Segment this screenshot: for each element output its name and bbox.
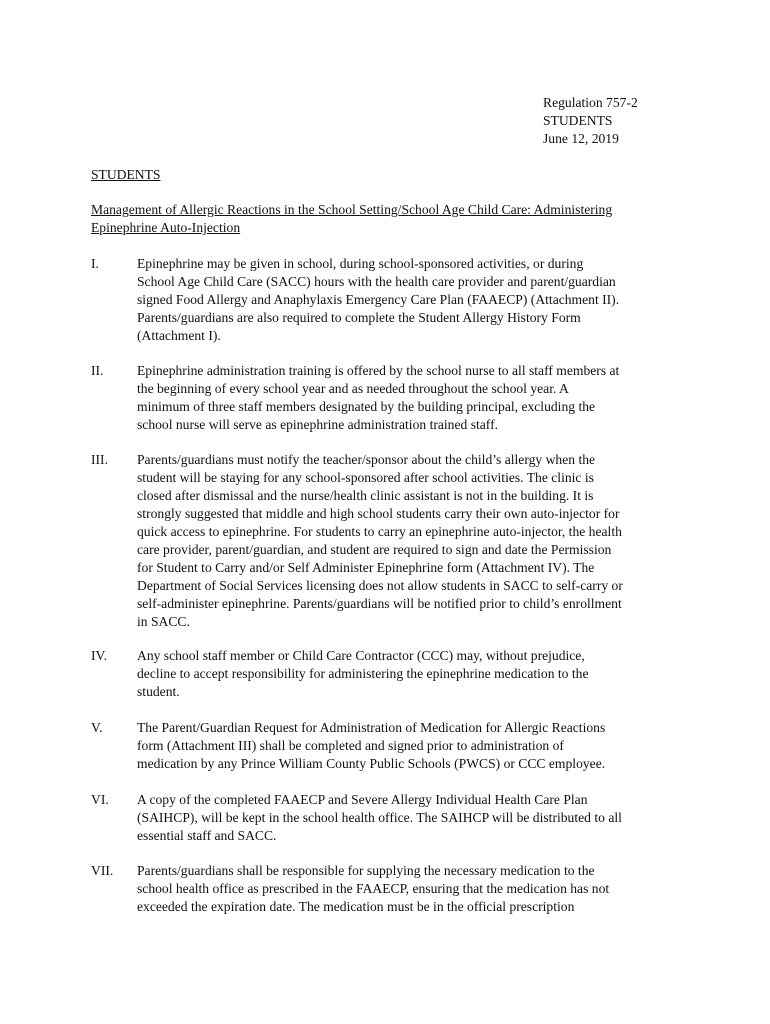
item-line: essential staff and SACC. xyxy=(137,828,277,843)
item-number: VI. xyxy=(91,792,109,807)
item-number: IV. xyxy=(91,648,107,663)
item-line: medication by any Prince William County Public Schools (PWCS) or CCC employee. xyxy=(137,756,606,771)
item-line: Any school staff member or Child Care Contractor (CCC) may, without prejudice, xyxy=(137,648,585,663)
item-line: Epinephrine administration training is offered by the school nurse to all staff members at xyxy=(137,363,620,378)
item-line: minimum of three staff members designated by the building principal, excluding the xyxy=(137,399,596,414)
item-line: quick access to epinephrine. For students to carry an epinephrine auto-injector, the health xyxy=(137,524,622,539)
regulation-header xyxy=(543,94,743,148)
item-text xyxy=(137,362,697,434)
item-line: School Age Child Care (SACC) hours with the health care provider and parent/guardian xyxy=(137,274,616,289)
item-line: student. xyxy=(137,684,180,699)
item-text xyxy=(137,255,697,345)
item-line: decline to accept responsibility for administering the epinephrine medication to the xyxy=(137,666,589,681)
item-line: Parents/guardians must notify the teacher/sponsor about the child’s allergy when the xyxy=(137,452,596,467)
regulation-category: STUDENTS xyxy=(543,113,613,128)
title-line: Management of Allergic Reactions in the School Setting/School Age Child Care: Administering xyxy=(91,202,613,217)
item-line: care provider, parent/guardian, and student are required to sign and date the Permission xyxy=(137,542,612,557)
item-text xyxy=(137,451,697,631)
item-line: closed after dismissal and the nurse/health clinic assistant is not in the building. It is xyxy=(137,488,594,503)
item-line: form (Attachment III) shall be completed and signed prior to administration of xyxy=(137,738,564,753)
section-heading: STUDENTS xyxy=(91,167,161,182)
item-text xyxy=(137,647,697,701)
item-text xyxy=(137,791,697,845)
item-line: for Student to Carry and/or Self Administer Epinephrine form (Attachment IV). The xyxy=(137,560,595,575)
item-number: V. xyxy=(91,720,103,735)
item-line: A copy of the completed FAAECP and Severe Allergy Individual Health Care Plan xyxy=(137,792,588,807)
item-number: II. xyxy=(91,363,104,378)
item-number: III. xyxy=(91,452,108,467)
item-number: VII. xyxy=(91,863,114,878)
regulation-date: June 12, 2019 xyxy=(543,131,619,146)
item-line: Epinephrine may be given in school, during school-sponsored activities, or during xyxy=(137,256,584,271)
item-line: school nurse will serve as epinephrine administration trained staff. xyxy=(137,417,499,432)
item-line: school health office as prescribed in the FAAECP, ensuring that the medication has not xyxy=(137,881,610,896)
item-line: Department of Social Services licensing does not allow students in SACC to self-carry or xyxy=(137,578,623,593)
regulation-number: Regulation 757-2 xyxy=(543,95,638,110)
item-line: strongly suggested that middle and high school students carry their own auto-injector for xyxy=(137,506,620,521)
item-line: Parents/guardians shall be responsible for supplying the necessary medication to the xyxy=(137,863,595,878)
item-number: I. xyxy=(91,256,99,271)
title-line: Epinephrine Auto-Injection xyxy=(91,220,241,235)
document-title xyxy=(91,201,691,237)
item-line: (SAIHCP), will be kept in the school health office. The SAIHCP will be distributed to all xyxy=(137,810,622,825)
item-line: exceeded the expiration date. The medication must be in the official prescription xyxy=(137,899,575,914)
item-text xyxy=(137,862,697,916)
item-line: in SACC. xyxy=(137,614,190,629)
item-line: signed Food Allergy and Anaphylaxis Emergency Care Plan (FAAECP) (Attachment II). xyxy=(137,292,620,307)
item-line: Parents/guardians are also required to complete the Student Allergy History Form xyxy=(137,310,581,325)
item-line: student will be staying for any school-sponsored after school activities. The clinic is xyxy=(137,470,594,485)
item-line: self-administer epinephrine. Parents/guardians will be notified prior to child’s enrollment xyxy=(137,596,622,611)
item-line: the beginning of every school year and as needed throughout the school year. A xyxy=(137,381,569,396)
item-text xyxy=(137,719,697,773)
item-line: (Attachment I). xyxy=(137,328,221,343)
item-line: The Parent/Guardian Request for Administration of Medication for Allergic Reactions xyxy=(137,720,606,735)
